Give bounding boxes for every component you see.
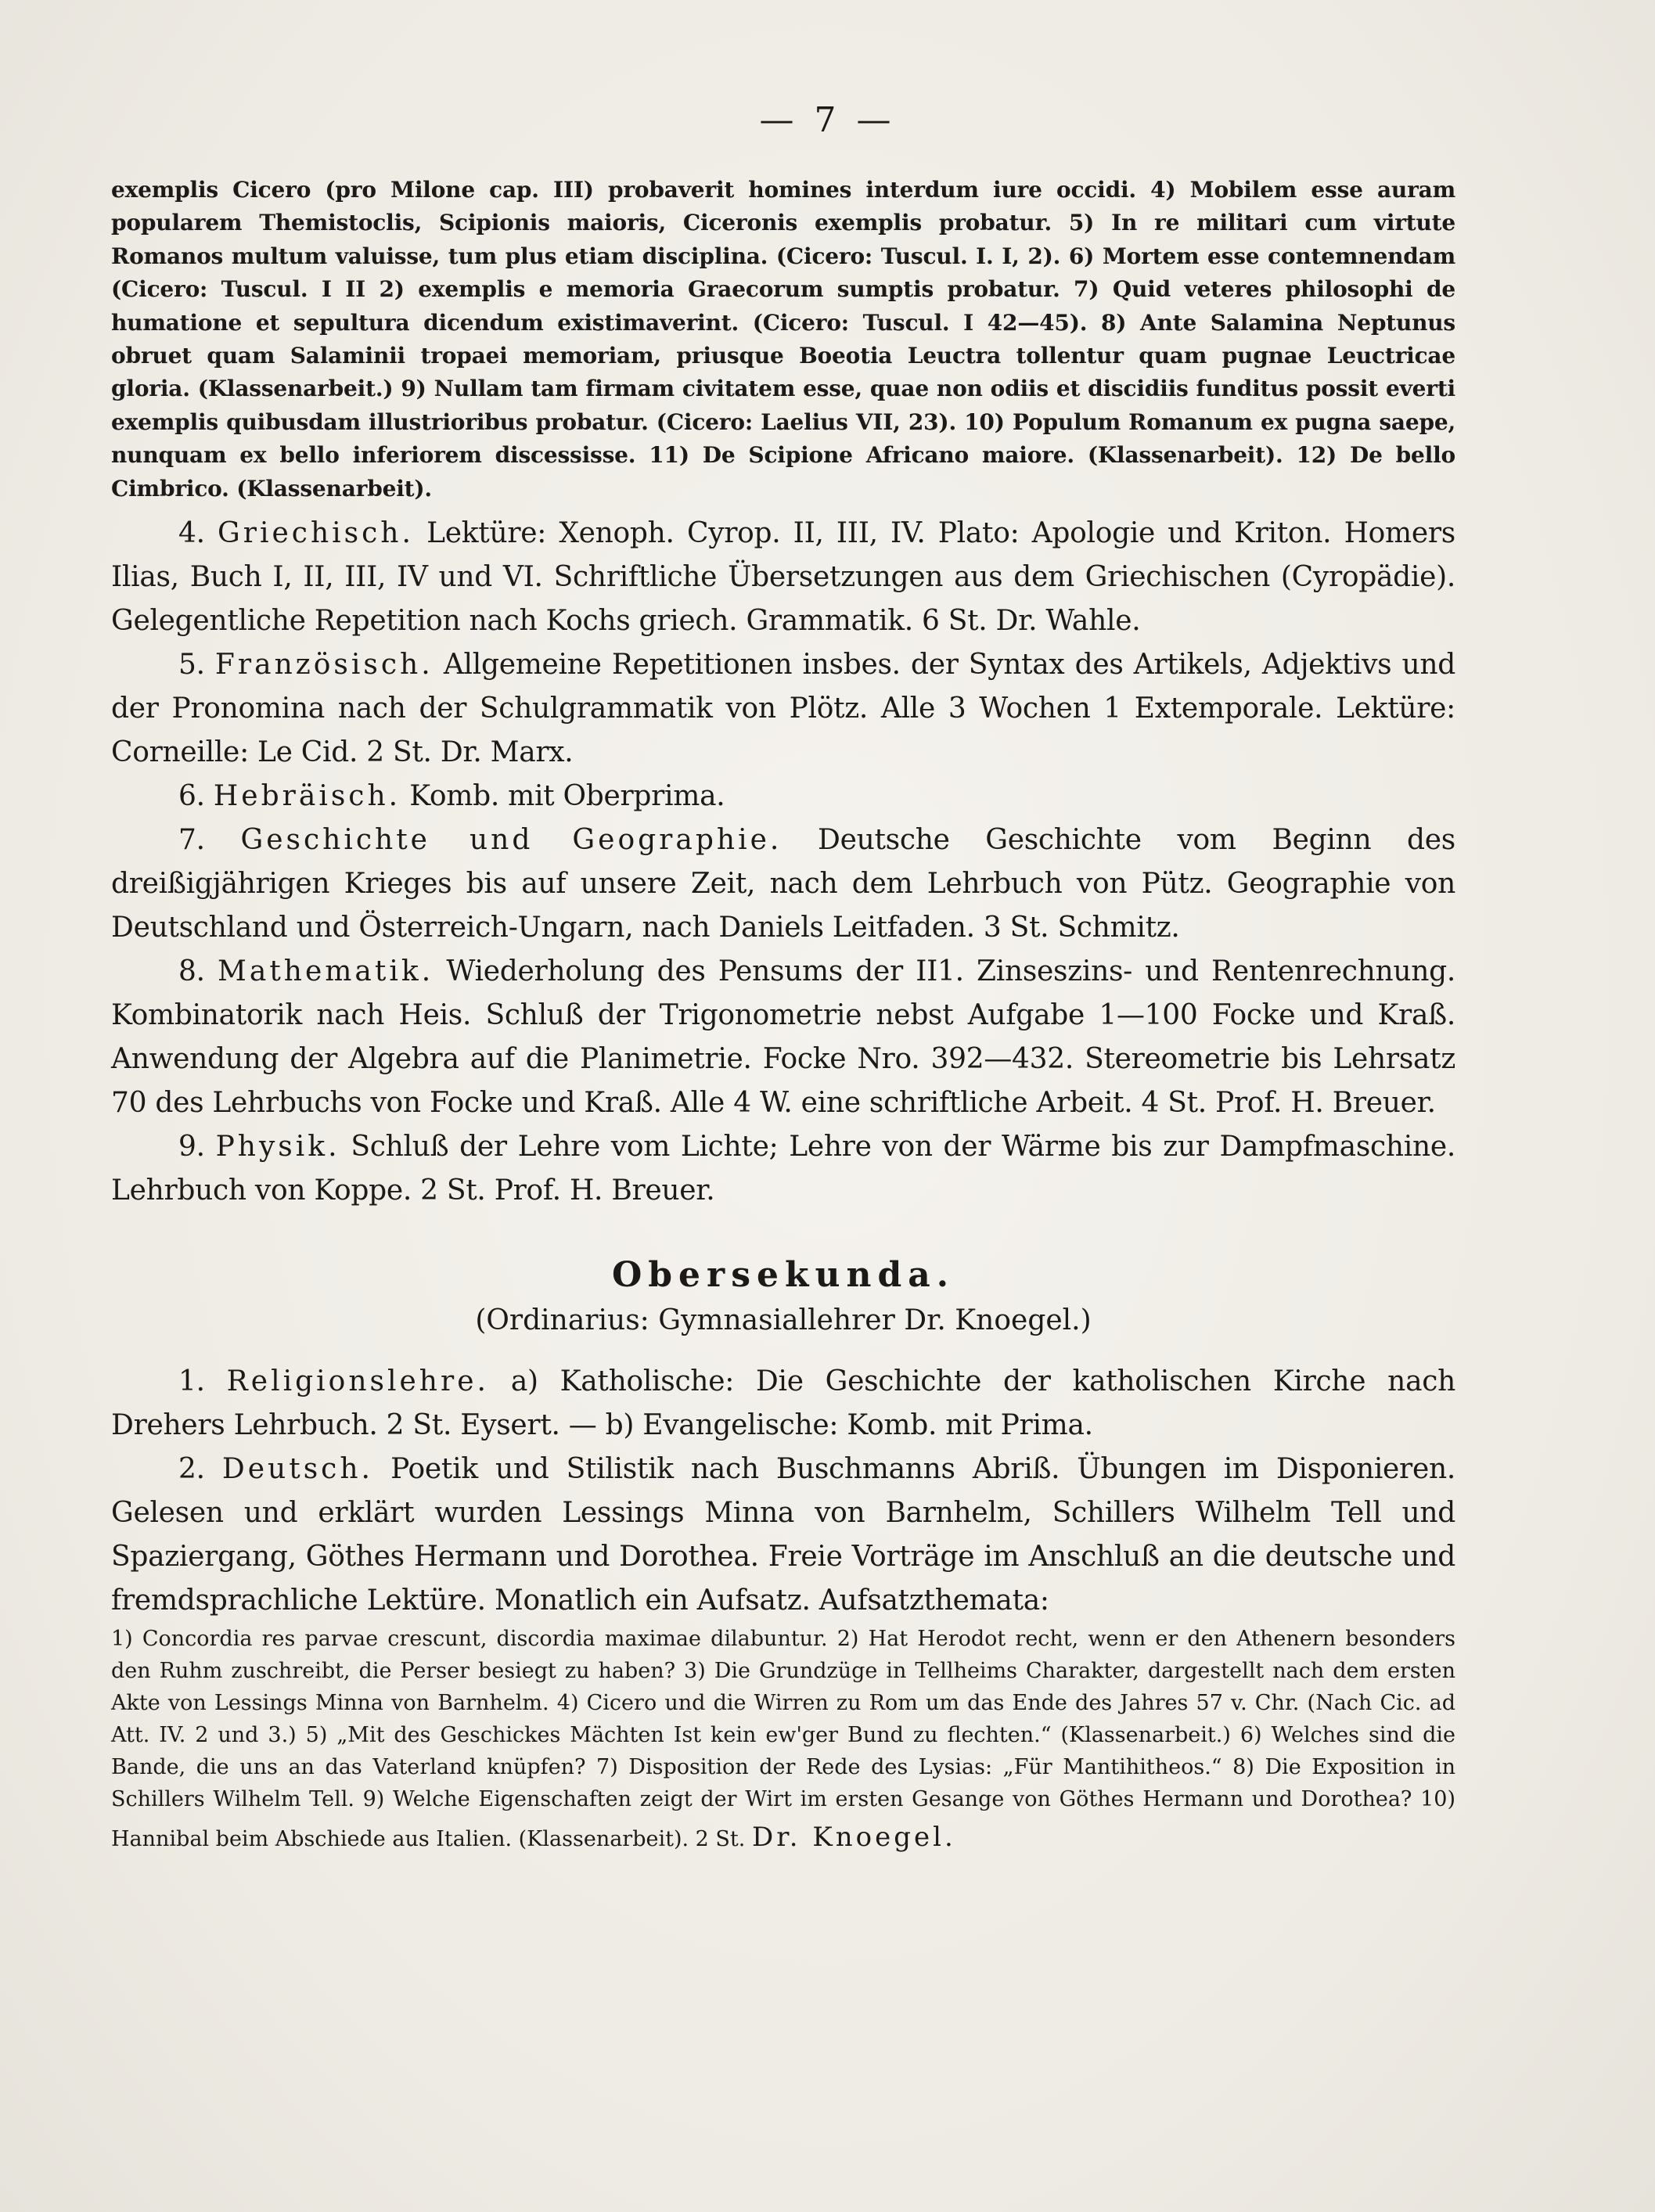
section-title: Obersekunda. bbox=[611, 1255, 955, 1296]
subject-text: Poetik und Stilistik nach Buschmanns Abriß. Übungen im Disponieren. Gelesen und erklärt wurden Lessings Minna von Barnhelm, Schillers Wilhelm Tell und Spaziergang, Göthes Hermann und Dorothea. Freie Vorträge im Anschluß an die deutsche und fremdsprachliche Lektüre. Monatlich ein Aufsatz. Aufsatzthemata: bbox=[111, 1453, 1455, 1617]
subject-heading: Deutsch. bbox=[221, 1453, 373, 1486]
subject-heading: Geschichte und Geographie. bbox=[240, 824, 783, 857]
subject-number: 4. bbox=[178, 517, 205, 550]
subject-heading: Französisch. bbox=[214, 649, 434, 682]
subject-hebrew bbox=[111, 775, 1455, 818]
subject-mathematics bbox=[111, 950, 1455, 1125]
subject-number: 7. bbox=[178, 824, 205, 857]
subject-greek bbox=[111, 512, 1455, 643]
page-number: — 7 — bbox=[759, 100, 896, 140]
subject-text: Deutsche Geschichte vom Beginn des dreißigjährigen Krieges bis auf unsere Zeit, nach dem Lehrbuch von Pütz. Geographie von Deutschland und Österreich-Ungarn, nach Daniels Leitfaden. 3 St. Schmitz. bbox=[111, 824, 1455, 944]
subject-heading: Mathematik. bbox=[218, 955, 434, 988]
subject-text: a) Katholische: Die Geschichte der katholischen Kirche nach Drehers Lehrbuch. 2 St. Eysert. — b) Evangelische: Komb. mit Prima. bbox=[111, 1365, 1455, 1442]
subject-french bbox=[111, 643, 1455, 775]
subject-text: Komb. mit Oberprima. bbox=[409, 780, 725, 813]
document-body bbox=[111, 174, 1455, 1859]
subject-physics bbox=[111, 1125, 1455, 1213]
subject-number: 9. bbox=[178, 1131, 205, 1164]
essay-themes-text: 1) Concordia res parvae crescunt, discordia maximae dilabuntur. 2) Hat Herodot recht, wenn er den Athenern besonders den Ruhm zuschreibt, die Perser besiegt zu haben? 3) Die Grundzüge in Tellheims Charakter, dargestellt nach dem ersten Akte von Lessings Minna von Barnhelm. 4) Cicero und die Wirren zu Rom um das Ende des Jahres 57 v. Chr. (Nach Cic. ad Att. IV. 2 und 3.) 5) „Mit des Geschickes Mächten Ist kein ew'ger Bund zu flechten.“ (Klassenarbeit.) 6) Welches sind die Bande, die uns an das Vaterland knüpfen? 7) Disposition der Rede des Lysias: „Für Mantihitheos.“ 8) Die Exposition in Schillers Wilhelm Tell. 9) Welche Eigenschaften zeigt der Wirt im ersten Gesange von Göthes Hermann und Dorothea? 10) Hannibal beim Abschiede aus Italien. (Klassenarbeit). 2 St. bbox=[111, 1627, 1455, 1852]
subject-number: 1. bbox=[178, 1365, 205, 1398]
subject-text: Wiederholung des Pensums der II1. Zinseszins- und Rentenrechnung. Kombinatorik nach Heis. Schluß der Trigonometrie nebst Aufgabe 1—100 Focke und Kraß. Anwendung der Algebra auf die Planimetrie. Focke Nro. 392—432. Stereometrie bis Lehrsatz 70 des Lehrbuchs von Focke und Kraß. Alle 4 W. eine schriftliche Arbeit. 4 St. Prof. H. Breuer. bbox=[111, 955, 1455, 1120]
section-subtitle: (Ordinarius: Gymnasiallehrer Dr. Knoegel.) bbox=[475, 1304, 1092, 1337]
latin-themes-paragraph: exemplis Cicero (pro Milone cap. III) probaverit homines interdum iure occidi. 4) Mobilem esse auram popularem Themistoclis, Scipionis maioris, Ciceronis exemplis probatur. 5) In re militari cum virtute Romanos multum valuisse, tum plus etiam disciplina. (Cicero: Tuscul. I. I, 2). 6) Mortem esse contemnendam (Cicero: Tuscul. I II 2) exemplis e memoria Graecorum sumptis probatur. 7) Quid veteres philosophi de humatione et sepultura dicendum existimaverint. (Cicero: Tuscul. I 42—45). 8) Ante Salamina Neptunus obruet quam Salaminii tropaei memoriam, priusque Boeotia Leuctra tollentur quam pugnae Leuctricae gloria. (Klassenarbeit.) 9) Nullam tam firmam civitatem esse, quae non odiis et discidiis funditus possit everti exemplis quibusdam illustrioribus probatur. (Cicero: Laelius VII, 23). 10) Populum Romanum ex pugna saepe, nunquam ex bello inferiorem discessisse. 11) De Scipione Africano maiore. (Klassenarbeit). 12) De bello Cimbrico. (Klassenarbeit). bbox=[111, 177, 1455, 502]
subject-heading: Physik. bbox=[215, 1131, 340, 1164]
subject-german bbox=[111, 1448, 1455, 1623]
subject-number: 6. bbox=[178, 780, 205, 813]
subject-text: Schluß der Lehre vom Lichte; Lehre von der Wärme bis zur Dampfmaschine. Lehrbuch von Koppe. 2 St. Prof. H. Breuer. bbox=[111, 1131, 1455, 1207]
subject-number: 8. bbox=[178, 955, 205, 988]
subject-heading: Religionslehre. bbox=[226, 1365, 489, 1398]
subject-number: 2. bbox=[178, 1453, 205, 1486]
subject-text: Lektüre: Xenoph. Cyrop. II, III, IV. Plato: Apologie und Kriton. Homers Ilias, Buch I, II, III, IV und VI. Schriftliche Übersetzungen aus dem Griechischen (Cyropädie). Gelegentliche Repetition nach Kochs griech. Grammatik. 6 St. Dr. Wahle. bbox=[111, 517, 1455, 638]
essay-themes bbox=[111, 1623, 1455, 1859]
subject-text: Allgemeine Repetitionen insbes. der Syntax des Artikels, Adjektivs und der Pronomina nach der Schulgrammatik von Plötz. Alle 3 Wochen 1 Extemporale. Lektüre: Corneille: Le Cid. 2 St. Dr. Marx. bbox=[111, 649, 1455, 769]
subject-number: 5. bbox=[178, 649, 205, 682]
essay-teacher: Dr. Knoegel. bbox=[751, 1822, 956, 1854]
subject-history-geography bbox=[111, 818, 1455, 950]
subject-heading: Hebräisch. bbox=[213, 780, 401, 813]
subject-religion bbox=[111, 1360, 1455, 1448]
subject-heading: Griechisch. bbox=[218, 517, 414, 550]
